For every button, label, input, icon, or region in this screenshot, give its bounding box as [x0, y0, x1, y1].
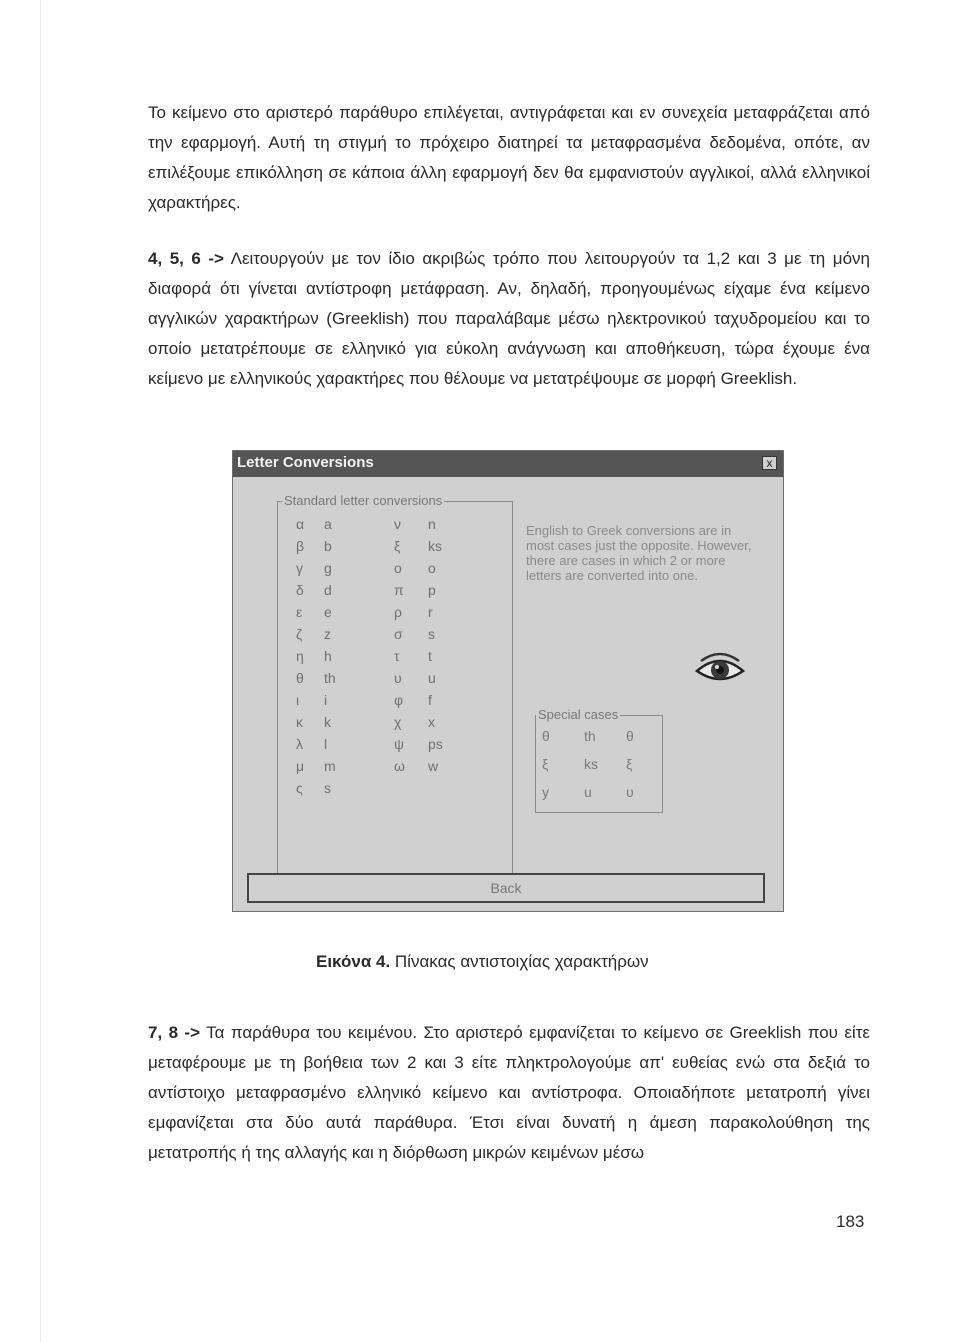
special-case-row — [536, 756, 664, 778]
special-case-cell: θ — [626, 728, 634, 744]
latin-letter: i — [324, 692, 328, 708]
conversion-row — [278, 692, 514, 714]
special-case-cell: υ — [626, 784, 634, 800]
conversion-row — [278, 516, 514, 538]
figure-caption-label: Εικόνα 4. — [316, 952, 391, 971]
standard-conversions-legend: Standard letter conversions — [284, 493, 443, 508]
dialog-titlebar — [233, 451, 783, 477]
latin-letter: ps — [428, 736, 443, 752]
paragraph-body-7-8: Τα παράθυρα του κειμένου. Στο αριστερό εμφανίζεται το κείμενο σε Greeklish που είτε μεταφέρουμε με τη βοήθεια των 2 και 3 είτε πληκτρολογούμε απ' ευθείας ενώ στα δεξιά το αντίστοιχο μεταφρασμένο ελληνικό κείμενο και αντίστροφα. Οποιαδήποτε μετατροπή γίνει εμφανίζεται στα δύο αυτά παράθυρα. Έτσι είναι δυνατή η άμεση παρακολούθηση της μετατροπής ή της αλλαγής και η διόρθωση μικρών κειμένων μέσω — [148, 1023, 870, 1162]
special-case-cell: u — [584, 784, 592, 800]
figure-caption — [316, 952, 649, 972]
greek-letter: φ — [394, 692, 404, 708]
latin-letter: a — [324, 516, 332, 532]
special-cases-legend: Special cases — [538, 707, 619, 722]
figure-caption-text: Πίνακας αντιστοιχίας χαρακτήρων — [390, 952, 649, 971]
paragraph-buttons-7-8 — [148, 1018, 870, 1168]
conversion-row — [278, 648, 514, 670]
latin-letter: r — [428, 604, 433, 620]
latin-letter: ks — [428, 538, 442, 554]
greek-letter: ε — [296, 604, 303, 620]
latin-letter: e — [324, 604, 332, 620]
conversion-row — [278, 714, 514, 736]
latin-letter: g — [324, 560, 332, 576]
greek-letter: ψ — [394, 736, 404, 752]
latin-letter: o — [428, 560, 436, 576]
greek-letter: χ — [394, 714, 402, 730]
conversion-row — [278, 538, 514, 560]
greek-letter: η — [296, 648, 304, 664]
paragraph-body-4-5-6: Λειτουργούν με τον ίδιο ακριβώς τρόπο που λειτουργούν τα 1,2 και 3 με τη μόνη διαφορά ότι γίνεται αντίστροφη μετάφραση. Αν, δηλαδή, προηγουμένως είχαμε ένα κείμενο αγγλικών χαρακτήρων (Greeklish) που παραλάβαμε μέσω ηλεκτρονικού ταχυδρομείου και το οποίο μετατρέπουμε σε ελληνικό για εύκολη ανάγνωση και αποθήκευση, τώρα έχουμε ένα κείμενο με ελληνικούς χαρακτήρες που θέλουμε να μετατρέψουμε σε μορφή Greeklish. — [148, 249, 870, 388]
latin-letter: p — [428, 582, 436, 598]
latin-letter: m — [324, 758, 336, 774]
special-case-cell: ξ — [626, 756, 633, 772]
standard-conversions-group — [277, 493, 513, 881]
special-case-cell: y — [542, 784, 549, 800]
paragraph-intro: Το κείμενο στο αριστερό παράθυρο επιλέγεται, αντιγράφεται και εν συνεχεία μεταφράζεται από την εφαρμογή. Αυτή τη στιγμή το πρόχειρο διατηρεί τα μεταφρασμένα δεδομένα, οπότε, αν επιλέξουμε επικόλληση σε κάποια άλλη εφαρμογή δεν θα εμφανιστούν αγγλικοί, αλλά ελληνικοί χαρακτήρες. — [148, 103, 870, 212]
paragraph-lead-4-5-6: 4, 5, 6 -> — [148, 249, 224, 268]
latin-letter: d — [324, 582, 332, 598]
latin-letter: k — [324, 714, 331, 730]
letter-conversions-dialog — [232, 450, 784, 912]
greek-letter: τ — [394, 648, 400, 664]
latin-letter: f — [428, 692, 432, 708]
latin-letter: s — [428, 626, 435, 642]
conversion-row — [278, 626, 514, 648]
latin-letter: l — [324, 736, 328, 752]
greek-letter: ς — [296, 780, 303, 796]
latin-letter: u — [428, 670, 436, 686]
greek-letter: α — [296, 516, 305, 532]
greek-letter: ω — [394, 758, 405, 774]
greek-letter: ρ — [394, 604, 402, 620]
paragraph-buttons-4-5-6 — [148, 244, 870, 394]
latin-letter: th — [324, 670, 336, 686]
greek-letter: ν — [394, 516, 401, 532]
latin-letter: b — [324, 538, 332, 554]
latin-letter: s — [324, 780, 331, 796]
special-case-cell: th — [584, 728, 596, 744]
greek-letter: θ — [296, 670, 304, 686]
special-case-cell: ξ — [542, 756, 549, 772]
greek-letter: γ — [296, 560, 303, 576]
latin-letter: z — [324, 626, 331, 642]
scan-margin-line — [40, 0, 41, 1342]
conversion-row — [278, 670, 514, 692]
close-icon[interactable]: x — [762, 456, 777, 470]
greek-letter: ι — [296, 692, 300, 708]
special-case-cell: ks — [584, 756, 598, 772]
back-button[interactable]: Back — [247, 873, 765, 903]
conversion-info-text: English to Greek conversions are in most cases just the opposite. However, there are cases in which 2 or more letters are converted into one. — [526, 523, 752, 583]
conversion-row — [278, 560, 514, 582]
greek-letter: κ — [296, 714, 303, 730]
dialog-title: Letter Conversions — [237, 454, 374, 471]
greek-letter: π — [394, 582, 404, 598]
greek-letter: μ — [296, 758, 305, 774]
latin-letter: w — [428, 758, 439, 774]
greek-letter: ο — [394, 560, 402, 576]
greek-letter: υ — [394, 670, 402, 686]
paragraph-lead-7-8: 7, 8 -> — [148, 1023, 201, 1042]
greek-letter: ζ — [296, 626, 303, 642]
page-number: 183 — [836, 1212, 865, 1231]
special-case-cell: θ — [542, 728, 550, 744]
conversion-row — [278, 604, 514, 626]
latin-letter: n — [428, 516, 436, 532]
latin-letter: t — [428, 648, 432, 664]
greek-letter: σ — [394, 626, 403, 642]
eye-icon — [693, 649, 747, 689]
conversion-row — [278, 582, 514, 604]
conversion-row — [278, 758, 514, 780]
greek-letter: ξ — [394, 538, 401, 554]
conversion-row — [278, 736, 514, 758]
latin-letter: h — [324, 648, 332, 664]
greek-letter: β — [296, 538, 305, 554]
conversion-row — [278, 780, 514, 802]
greek-letter: δ — [296, 582, 304, 598]
special-case-row — [536, 784, 664, 806]
special-case-row — [536, 728, 664, 750]
greek-letter: λ — [296, 736, 303, 752]
special-cases-group — [535, 707, 663, 813]
latin-letter: x — [428, 714, 435, 730]
